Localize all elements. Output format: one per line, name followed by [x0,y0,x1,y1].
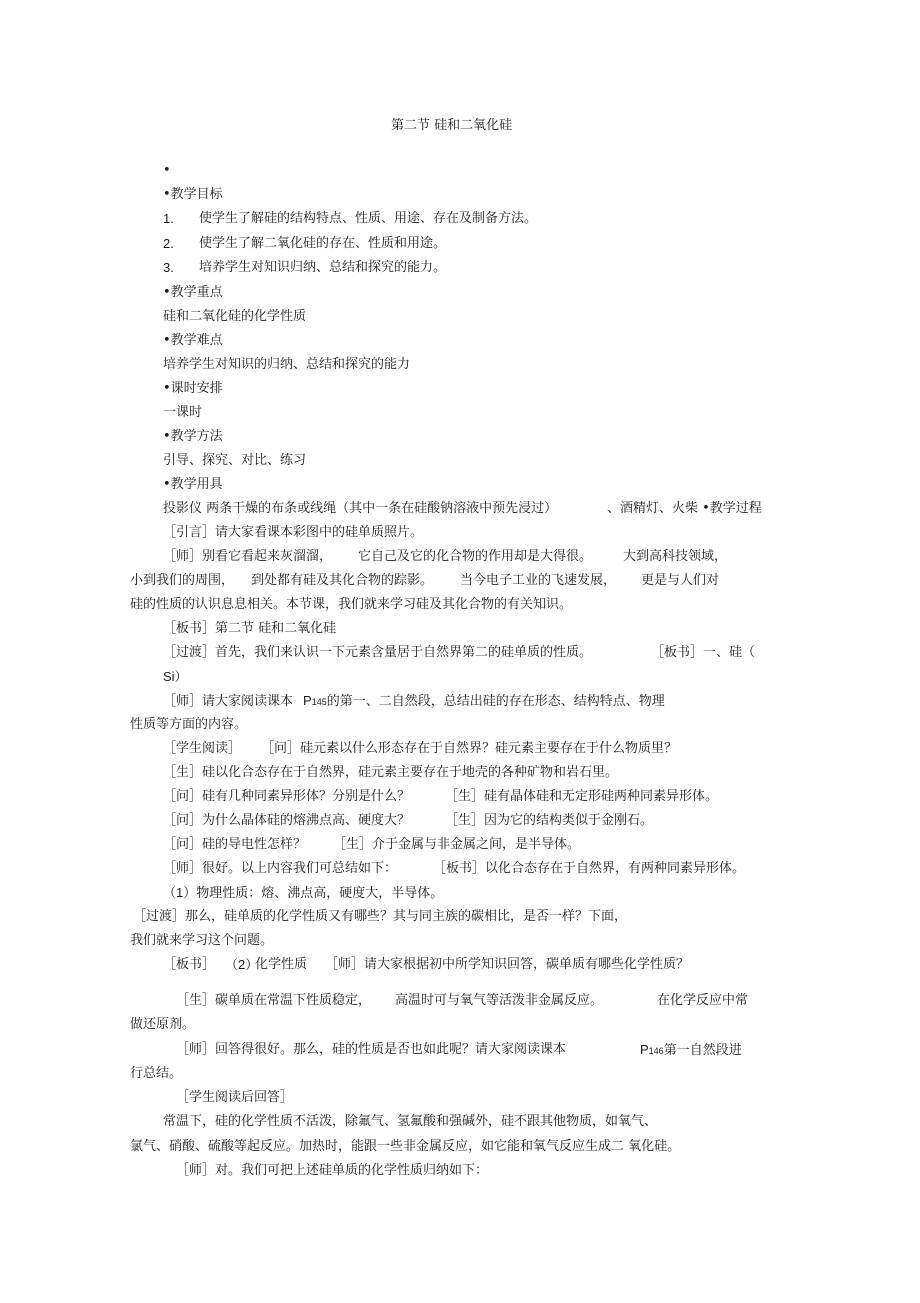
list-number: （1） [163,885,197,900]
text-segment: 当今电子工业的飞速发展， [460,573,617,588]
objective-number: 2. [163,236,174,251]
teacher-line-7: ［师］对。我们可把上述硅单质的化学性质归纳如下： [176,1163,489,1178]
objective-text: 培养学生对知识归纳、总结和探究的能力。 [199,260,447,275]
intro-line: ［引言］请大家看课本彩图中的硅单质照片。 [163,525,424,540]
paragraph-line-2: 氯气、硝酸、硫酸等起反应。加热时，能跟一些非金属反应，如它能和氧气反应生成二 氧化硅。 [130,1139,681,1154]
board-line-1: ［板书］第二节 硅和二氧化硅 [163,621,337,636]
text-segment: 高温时可与氧气等活泼非金属反应。 [395,993,604,1008]
teacher-line-4-cont: 性质等方面的内容。 [130,717,248,732]
objectives-heading: •教学目标 [163,187,223,202]
tools-text: 投影仪 两条干燥的布条或线绳（其中一条在硅酸钠溶液中预先浸过） [163,501,558,516]
qa-line-4 [163,835,763,855]
page-number: 145 [311,697,327,707]
text-segment: ［师］回答得很好。那么，硅的性质是否也如此呢？请大家阅读课本 [176,1042,567,1057]
text-segment: 更是与人们对 [641,573,720,588]
board-line-2 [163,955,763,975]
text-segment: 它自己及它的化合物的作用却是大得很。 [358,549,593,564]
difficulties-text: 培养学生对知识的归纳、总结和探究的能力 [163,357,411,372]
teacher-line-2 [130,571,750,591]
text-segment: ［生］碳单质在常温下性质稳定， [176,993,372,1008]
schedule-text: 一课时 [163,405,203,420]
empty-bullet: • [163,163,171,178]
teacher-line-1 [163,547,763,567]
text-segment: ［板书］ [163,957,216,972]
text-segment: ［生］介于金属与非金属之间，是半导体。 [333,837,581,852]
text-segment: ［问］硅的导电性怎样？ [163,837,307,852]
teacher-line-5 [163,859,783,879]
read-line-2: ［学生阅读后回答］ [176,1090,294,1105]
transition-line-2-cont: 我们就来学习这个问题。 [130,933,274,948]
qa-line-3 [163,811,763,831]
text-segment: ［师］请大家阅读课本 [163,694,294,709]
transition-line-2: ［过渡］那么，硅单质的化学性质又有哪些？其与同主族的碳相比，是否一样？下面， [133,909,628,924]
text-segment: ［师］请大家根据初中所学知识回答，碳单质有哪些化学性质？ [325,957,690,972]
teacher-line-3: 硅的性质的认识息息相关。本节课，我们就来学习硅及其化合物的有关知识。 [130,597,573,612]
physical-properties-line [163,883,443,904]
paragraph-line-1: 常温下，硅的化学性质不活泼，除氟气、氢氟酸和强碱外，硅不跟其他物质，如氧气、 [163,1114,658,1129]
methods-text: 引导、探究、对比、练习 [163,453,307,468]
text-segment: 物理性质：熔、沸点高，硬度大，半导体。 [196,886,444,901]
objective-text: 使学生了解硅的结构特点、性质、用途、存在及制备方法。 [199,211,538,226]
teacher-line-6 [176,1040,776,1060]
text-segment: ［板书］一、硅（ [651,645,756,660]
text-segment: 的第一、二自然段，总结出硅的存在形态、结构特点、物理 [326,694,665,709]
text-segment: ［问］硅有几种同素异形体？分别是什么？ [163,789,411,804]
text-segment: 大到高科技领域， [623,549,728,564]
list-number: （2） [225,957,259,972]
text-segment: ［生］硅有晶体硅和无定形硅两种同素异形体。 [445,789,719,804]
text-segment: ［问］为什么晶体硅的熔沸点高、硬度大？ [163,813,411,828]
teacher-line-6-cont: 行总结。 [130,1066,183,1081]
text-segment: ［过渡］首先，我们来认识一下元素含量居于自然界第二的硅单质的性质。 [163,645,593,660]
tools-heading: •教学用具 [163,477,223,492]
page-number: 146 [648,1046,664,1056]
page-ref: P [303,693,312,708]
text-segment: 小到我们的周围， [130,573,235,588]
text-segment: ［生］因为它的结构类似于金刚石。 [445,813,654,828]
teacher-line-4 [163,691,665,712]
transition-line-1-cont: Si） [163,669,188,684]
text-segment: ［师］很好。以上内容我们可总结如下： [163,861,398,876]
student-line-2 [176,991,776,1011]
difficulties-heading: •教学难点 [163,333,223,348]
tools-text-cont: 、酒精灯、火柴 •教学过程 [607,501,762,516]
text-segment: ［学生阅读］ [163,741,242,756]
key-points-text: 硅和二氧化硅的化学性质 [163,309,307,324]
transition-line-1 [163,643,783,663]
text-segment: 化学性质 [255,957,308,972]
qa-line-2 [163,787,763,807]
text-segment: ［板书］以化合态存在于自然界，有两种同素异形体。 [433,861,746,876]
student-line-1: ［生］硅以化合态存在于自然界，硅元素主要存在于地壳的各种矿物和岩石里。 [163,765,619,780]
page-ref: P [640,1042,649,1057]
methods-heading: •教学方法 [163,429,223,444]
objective-number: 1. [163,211,174,226]
text-segment: 到处都有硅及其化合物的踪影。 [251,573,434,588]
student-line-2-cont: 做还原剂。 [130,1017,196,1032]
tools-line [163,499,793,519]
page-title: 第二节 硅和二氧化硅 [391,118,513,133]
read-line-1 [163,739,763,759]
schedule-heading: •课时安排 [163,381,223,396]
text-segment: 第一自然段进 [663,1043,742,1058]
objective-number: 3. [163,260,174,275]
objective-text: 使学生了解二氧化硅的存在、性质和用途。 [199,236,447,251]
text-segment: 在化学反应中常 [657,993,749,1008]
key-points-heading: •教学重点 [163,285,223,300]
text-segment: ［问］硅元素以什么形态存在于自然界？硅元素主要存在于什么物质里？ [261,741,678,756]
text-segment: ［师］别看它看起来灰溜溜， [163,549,333,564]
